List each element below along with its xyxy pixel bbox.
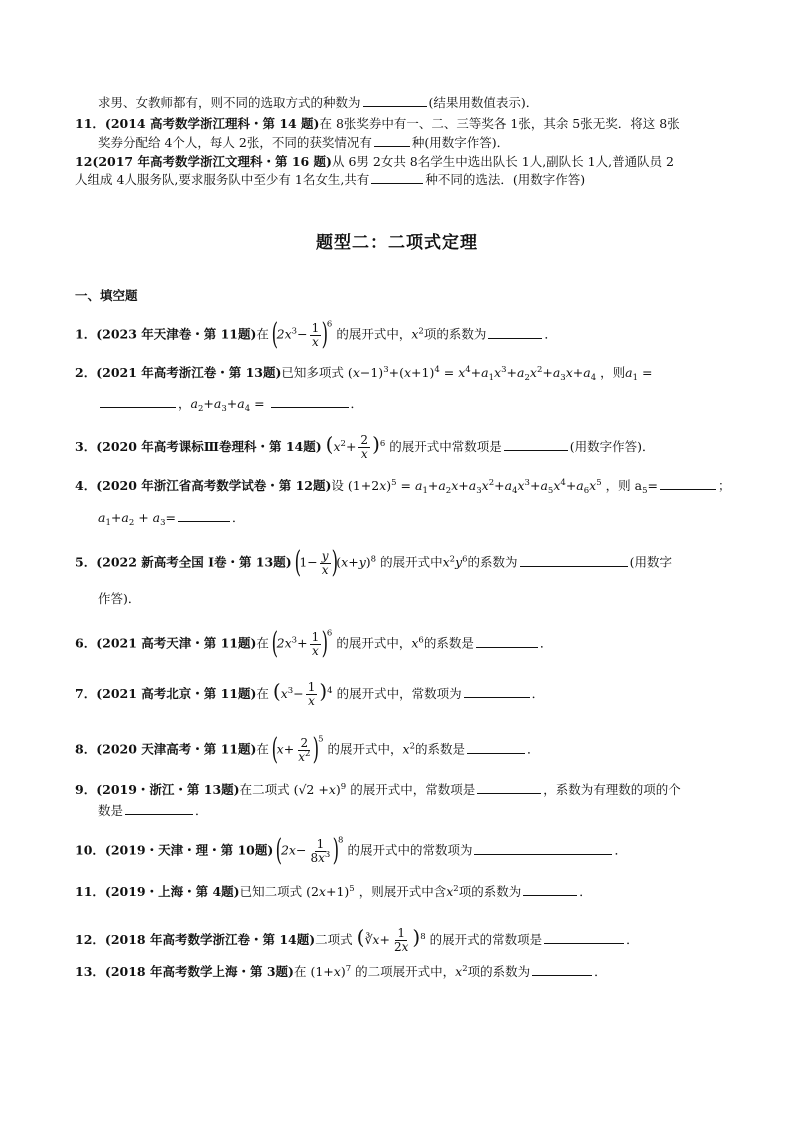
- question-2-line2: ，$a_2+a_3+a_4$ = ．: [98, 395, 363, 413]
- prev-question-11: 11．(2014 高考数学浙江理科・第 14 题)在 8张奖券中有一、二、三等奖各 1张，其余 5张无奖．将这 8张: [75, 116, 680, 131]
- question-13: 13．(2018 年高考数学上海・第 3题)在 $(1+x)^7$ 的二项展开式中，$x^2$项的系数为 ．: [75, 964, 607, 979]
- answer-blank: [520, 554, 628, 567]
- question-4: 4．(2020 年浙江省高考数学试卷・第 12题)设 $(1+2x)^5 = a_1+a_2x+a_3x^2+a_4x^3+a_5x^4+a_6x^5$ ，则 $a_5=$ ；: [75, 478, 731, 496]
- question-5-line2: 作答)．: [98, 591, 141, 606]
- question-7: 7．(2021 高考北京・第 11题)在 ($x^3-$ $\frac{1}{x}$ )$^4$ 的展开式中，常数项为 ．: [75, 679, 545, 708]
- answer-blank: [467, 741, 525, 754]
- prev-question-10-tail: 求男、女教师都有，则不同的选取方式的种数为 (结果用数值表示)．: [98, 95, 539, 110]
- question-8: 8．(2020 天津高考・第 11题)在 (x+ $\frac{2}{x^2}$ )$^5$ 的展开式中，$x^2$的系数是 ．: [75, 732, 540, 767]
- answer-blank: [464, 685, 530, 698]
- answer-blank: [532, 963, 592, 976]
- prev-question-12-line2: 人组成 4人服务队,要求服务队中至少有 1名女生,共有 种不同的选法．(用数字作答): [75, 172, 586, 187]
- answer-blank: [660, 477, 716, 490]
- section-title: 题型二：二项式定理: [316, 233, 478, 253]
- question-1: 1．(2023 年天津卷・第 11题)在 ($2x^3-$ $\frac{1}{x}$ )$^6$ 的展开式中，$x^2$项的系数为 ．: [75, 317, 557, 352]
- question-9-line2: 数是 ．: [98, 803, 208, 818]
- question-6: 6．(2021 高考天津・第 11题)在 ($2x^3+$ $\frac{1}{x}$ )$^6$ 的展开式中，$x^6$的系数是 ．: [75, 626, 553, 661]
- answer-blank: [474, 842, 612, 855]
- subsection-heading: 一、填空题: [75, 288, 138, 303]
- answer-blank: [271, 395, 349, 408]
- answer-blank: [178, 509, 230, 522]
- question-12: 12．(2018 年高考数学浙江卷・第 14题)二项式 (∛x+ $\frac{1}{2x}$ )$^8$ 的展开式的常数项是 ．: [75, 925, 639, 954]
- answer-blank: [544, 931, 624, 944]
- prev-question-11-line2: 奖券分配给 4个人，每人 2张，不同的获奖情况有 种(用数字作答)．: [98, 135, 510, 150]
- answer-blank: [523, 883, 577, 896]
- question-2: 2．(2021 年高考浙江卷・第 13题)已知多项式 $(x-1)^3+(x+1)^4 = x^4+a_1x^3+a_2x^2+a_3x+a_4$ ，则$a_1$ =: [75, 365, 653, 383]
- prev-question-12: 12(2017 年高考数学浙江文理科・第 16 题)从 6男 2女共 8名学生中选出队长 1人,副队长 1人,普通队员 2: [75, 154, 674, 169]
- question-3: 3．(2020 年高考课标Ⅲ卷理科・第 14题) ($x^2+$ $\frac{2}{x}$ )$^6$ 的展开式中常数项是 (用数字作答)．: [75, 432, 655, 461]
- question-9: 9．(2019・浙江・第 13题)在二项式 $(√2 +x)^9$ 的展开式中，常数项是 ，系数为有理数的项的个: [75, 782, 681, 797]
- answer-blank: [100, 395, 176, 408]
- answer-blank: [374, 134, 410, 147]
- answer-blank: [125, 802, 193, 815]
- question-11: 11．(2019・上海・第 4题)已知二项式 $(2x+1)^5$ ，则展开式中含$x^2$项的系数为 ．: [75, 884, 592, 899]
- answer-blank: [488, 326, 542, 339]
- answer-blank: [504, 438, 568, 451]
- answer-blank: [363, 94, 427, 107]
- answer-blank: [477, 781, 541, 794]
- question-5: 5．(2022 新高考全国 I卷・第 13题) (1− $\frac{y}{x}$ )$(x+y)^8$ 的展开式中$x^2y^6$的系数为 (用数字: [75, 545, 672, 580]
- question-10: 10．(2019・天津・理・第 10题) (2x− $\frac{1}{8x^3}$ )$^8$ 的展开式中的常数项为 ．: [75, 833, 627, 868]
- answer-blank: [476, 635, 538, 648]
- answer-blank: [371, 171, 423, 184]
- question-4-line2: $a_1+a_2 + a_3=$ ．: [98, 510, 245, 528]
